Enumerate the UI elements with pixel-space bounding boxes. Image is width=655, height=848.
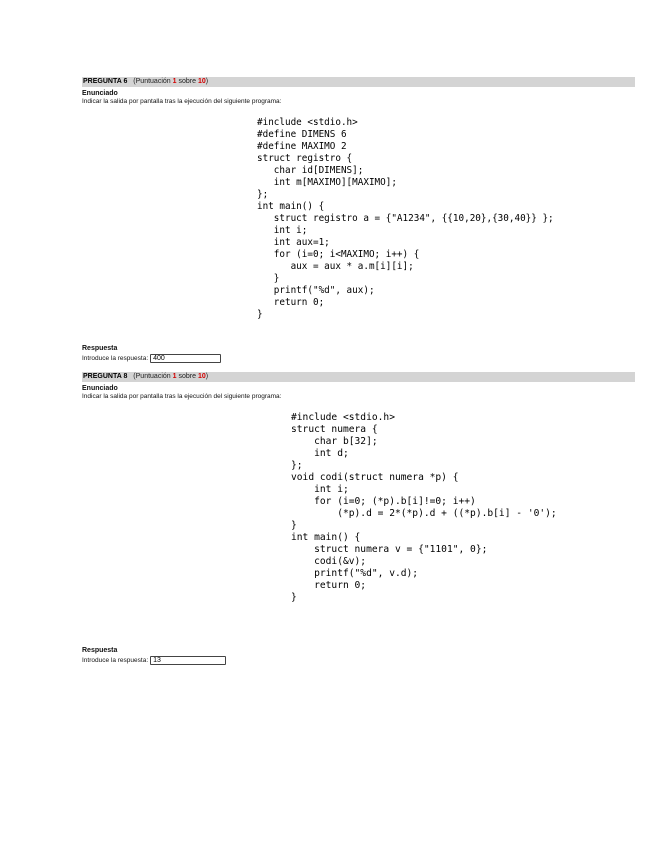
score-suffix: ) (205, 78, 209, 85)
score-total: 10 (197, 78, 206, 85)
respuesta-label: Respuesta (82, 345, 118, 352)
score-total: 10 (197, 373, 206, 380)
question-title: PREGUNTA 6 (83, 78, 128, 85)
score-middle: sobre (178, 78, 196, 85)
code-listing: #include <stdio.h> struct numera { char b[32]; int d; }; void codi(struct numera *p) { int i; for (i=0; (*p).b[i]!=0; i++) (*p).d = 2*(*p).d + ((*p).b[i] - '0'); } int main() { struct numera v = {"1101", 0}; codi(&v); printf("%d", v.d); return 0; } (291, 412, 557, 603)
score-prefix: (Puntuación (133, 373, 171, 380)
score-suffix: ) (205, 373, 209, 380)
question-score (133, 78, 208, 85)
enunciado-text: Indicar la salida por pantalla tras la ejecución del siguiente programa: (82, 393, 282, 400)
score-points: 1 (172, 78, 177, 85)
respuesta-prompt: Introduce la respuesta: (82, 657, 149, 664)
respuesta-section (82, 342, 221, 363)
enunciado-text: Indicar la salida por pantalla tras la ejecución del siguiente programa: (82, 98, 282, 105)
question-block-6 (82, 77, 635, 362)
respuesta-label: Respuesta (82, 647, 118, 654)
respuesta-row (82, 354, 221, 363)
question-header (82, 77, 635, 87)
question-block-8 (82, 372, 635, 664)
enunciado-label: Enunciado (82, 385, 118, 392)
answer-input[interactable] (150, 656, 226, 665)
score-middle: sobre (178, 373, 196, 380)
code-listing: #include <stdio.h> #define DIMENS 6 #define MAXIMO 2 struct registro { char id[DIMENS]; int m[MAXIMO][MAXIMO]; }; int main() { struct registro a = {"A1234", {{10,20},{30,40}} }; int i; int aux=1; for (i=0; i<MAXIMO; i++) { aux = aux * a.m[i][i]; } printf("%d", aux); return 0; } (257, 117, 554, 320)
answer-input[interactable] (150, 354, 221, 363)
question-score (133, 373, 208, 380)
question-header (82, 372, 635, 382)
question-title: PREGUNTA 8 (83, 373, 128, 380)
enunciado-label: Enunciado (82, 90, 118, 97)
respuesta-section (82, 644, 226, 665)
score-points: 1 (172, 373, 177, 380)
respuesta-prompt: Introduce la respuesta: (82, 355, 149, 362)
respuesta-row (82, 656, 226, 665)
score-prefix: (Puntuación (133, 78, 171, 85)
